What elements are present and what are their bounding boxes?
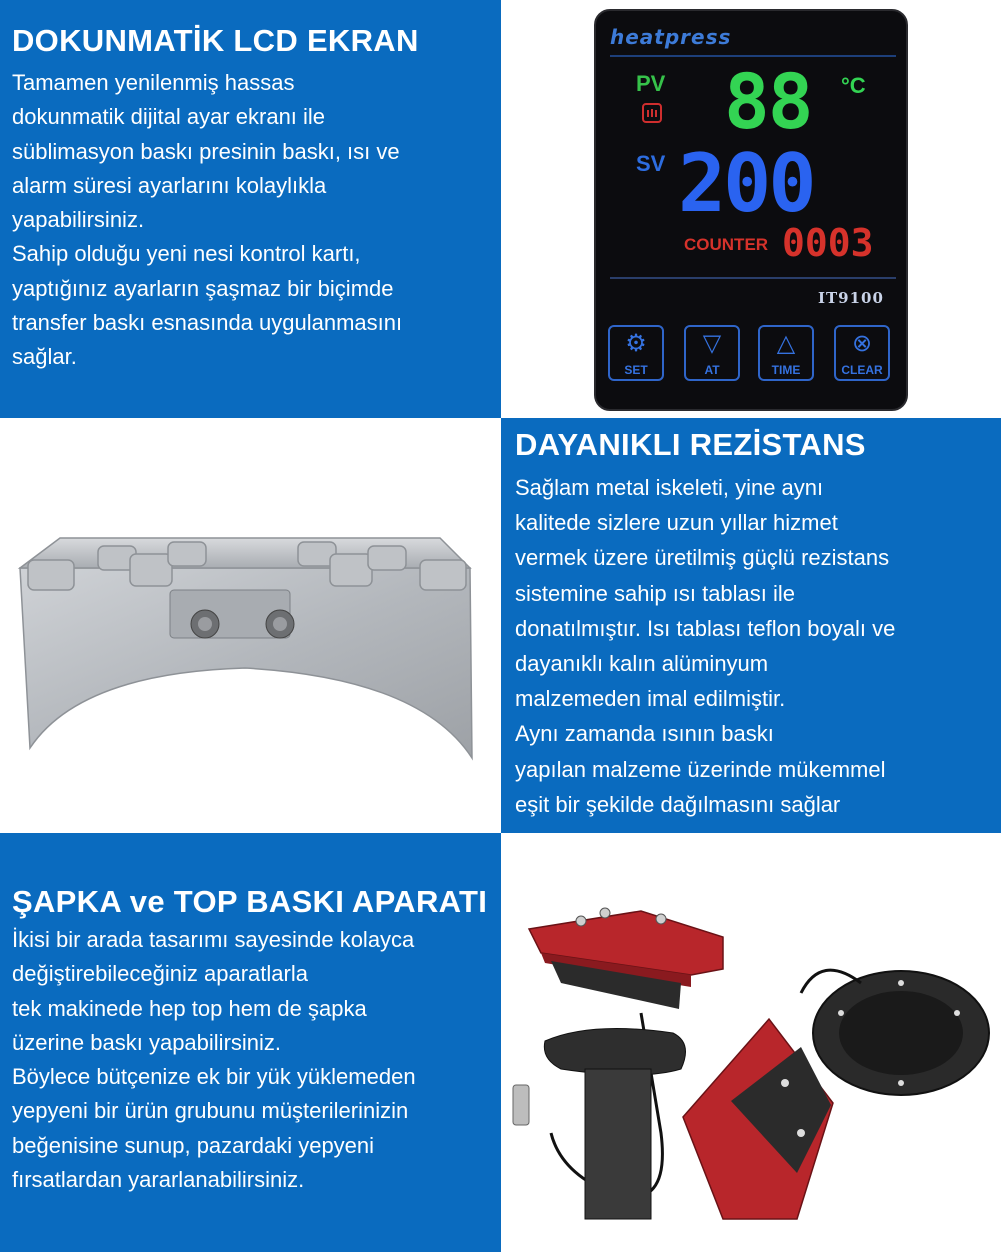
cap-ball-feature-panel bbox=[0, 833, 501, 1252]
text-line: transfer baskı esnasında uygulanmasını bbox=[12, 310, 403, 336]
text-line: tek makinede hep top hem de şapka bbox=[12, 995, 367, 1021]
text-line: kalitede sizlere uzun yıllar hizmet bbox=[515, 510, 838, 536]
text-line: değiştirebileceğiniz aparatlarla bbox=[12, 961, 308, 987]
triangle-down-icon: ▽ bbox=[702, 330, 722, 357]
text-line: yaptığınız ayarların şaşmaz bir biçimde bbox=[12, 275, 394, 301]
text-line: üzerine baskı yapabilirsiniz. bbox=[12, 1029, 282, 1055]
temperature-unit: °C bbox=[841, 73, 866, 98]
divider bbox=[610, 277, 896, 279]
text-line: Tamamen yenilenmiş hassas bbox=[12, 70, 295, 95]
text-line: fırsatlardan yararlanabilirsiniz. bbox=[12, 1167, 305, 1193]
counter-label: COUNTER bbox=[684, 235, 769, 254]
text-line: sağlar. bbox=[12, 344, 77, 370]
lcd-controller bbox=[594, 9, 908, 411]
resistance-feature-description bbox=[515, 470, 1001, 822]
heating-element-image bbox=[0, 418, 501, 833]
text-line: yepyeni bir ürün grubunu müşterilerinizin bbox=[12, 1098, 409, 1124]
text-line: İkisi bir arada tasarımı sayesinde kolayca bbox=[12, 927, 415, 952]
text-line: dayanıklı kalın alüminyum bbox=[515, 651, 769, 677]
time-button-label: TIME bbox=[771, 363, 801, 377]
text-line: eşit bir şekilde dağılmasını sağlar bbox=[515, 791, 841, 817]
accessory-illustration bbox=[501, 833, 1001, 1252]
pv-label: PV bbox=[636, 71, 666, 96]
triangle-up-icon: △ bbox=[776, 330, 796, 357]
at-button-label: AT bbox=[704, 363, 720, 377]
set-button[interactable] bbox=[608, 325, 664, 381]
time-button[interactable] bbox=[758, 325, 814, 381]
at-button[interactable] bbox=[684, 325, 740, 381]
sv-label: SV bbox=[636, 151, 666, 176]
text-line: Aynı zamanda ısının baskı bbox=[515, 721, 774, 747]
gear-icon: ⚙ bbox=[625, 330, 647, 357]
x-circle-icon: ⊗ bbox=[851, 330, 873, 357]
text-line: Sahip olduğu yeni nesi kontrol kartı, bbox=[12, 241, 361, 267]
lcd-feature-title: DOKUNMATİK LCD EKRAN bbox=[12, 23, 419, 58]
text-line: malzemeden imal edilmiştir. bbox=[515, 686, 786, 712]
clear-button-label: CLEAR bbox=[841, 363, 883, 377]
lcd-product-image bbox=[501, 0, 1001, 418]
text-line: vermek üzere üretilmiş güçlü rezistans bbox=[515, 545, 890, 571]
text-line: yapabilirsiniz. bbox=[12, 207, 145, 233]
counter-value: 0003 bbox=[782, 221, 874, 265]
cap-ball-accessory-image bbox=[501, 833, 1001, 1252]
sv-value: 200 bbox=[678, 137, 814, 230]
cap-ball-feature-description bbox=[12, 923, 501, 1197]
lcd-brand: heatpress bbox=[610, 25, 732, 49]
text-line: Böylece bütçenize ek bir yük yüklemeden bbox=[12, 1064, 416, 1090]
resistance-feature-title: DAYANIKLI REZİSTANS bbox=[515, 427, 866, 462]
text-line: yapılan malzeme üzerinde mükemmel bbox=[515, 756, 886, 782]
model-number: IT9100 bbox=[818, 289, 884, 307]
lcd-feature-panel bbox=[0, 0, 501, 418]
heating-plate-illustration bbox=[0, 418, 501, 833]
clear-button[interactable] bbox=[834, 325, 890, 381]
text-line: süblimasyon baskı presinin baskı, ısı ve bbox=[12, 138, 400, 164]
lcd-feature-description bbox=[12, 66, 501, 375]
text-line: Sağlam metal iskeleti, yine aynı bbox=[515, 475, 824, 500]
resistance-feature-panel bbox=[501, 418, 1001, 833]
pv-value: 88 bbox=[724, 57, 812, 146]
cap-ball-feature-title: ŞAPKA ve TOP BASKI APARATI bbox=[12, 884, 488, 919]
text-line: dokunmatik dijital ayar ekranı ile bbox=[12, 104, 326, 130]
text-line: beğenisine sunup, pazardaki yepyeni bbox=[12, 1132, 375, 1158]
text-line: donatılmıştır. Isı tablası teflon boyalı ve bbox=[515, 615, 896, 641]
heater-icon bbox=[640, 101, 664, 125]
set-button-label: SET bbox=[624, 363, 648, 377]
text-line: sistemine sahip ısı tablası ile bbox=[515, 580, 796, 606]
text-line: alarm süresi ayarlarını kolaylıkla bbox=[12, 172, 327, 198]
